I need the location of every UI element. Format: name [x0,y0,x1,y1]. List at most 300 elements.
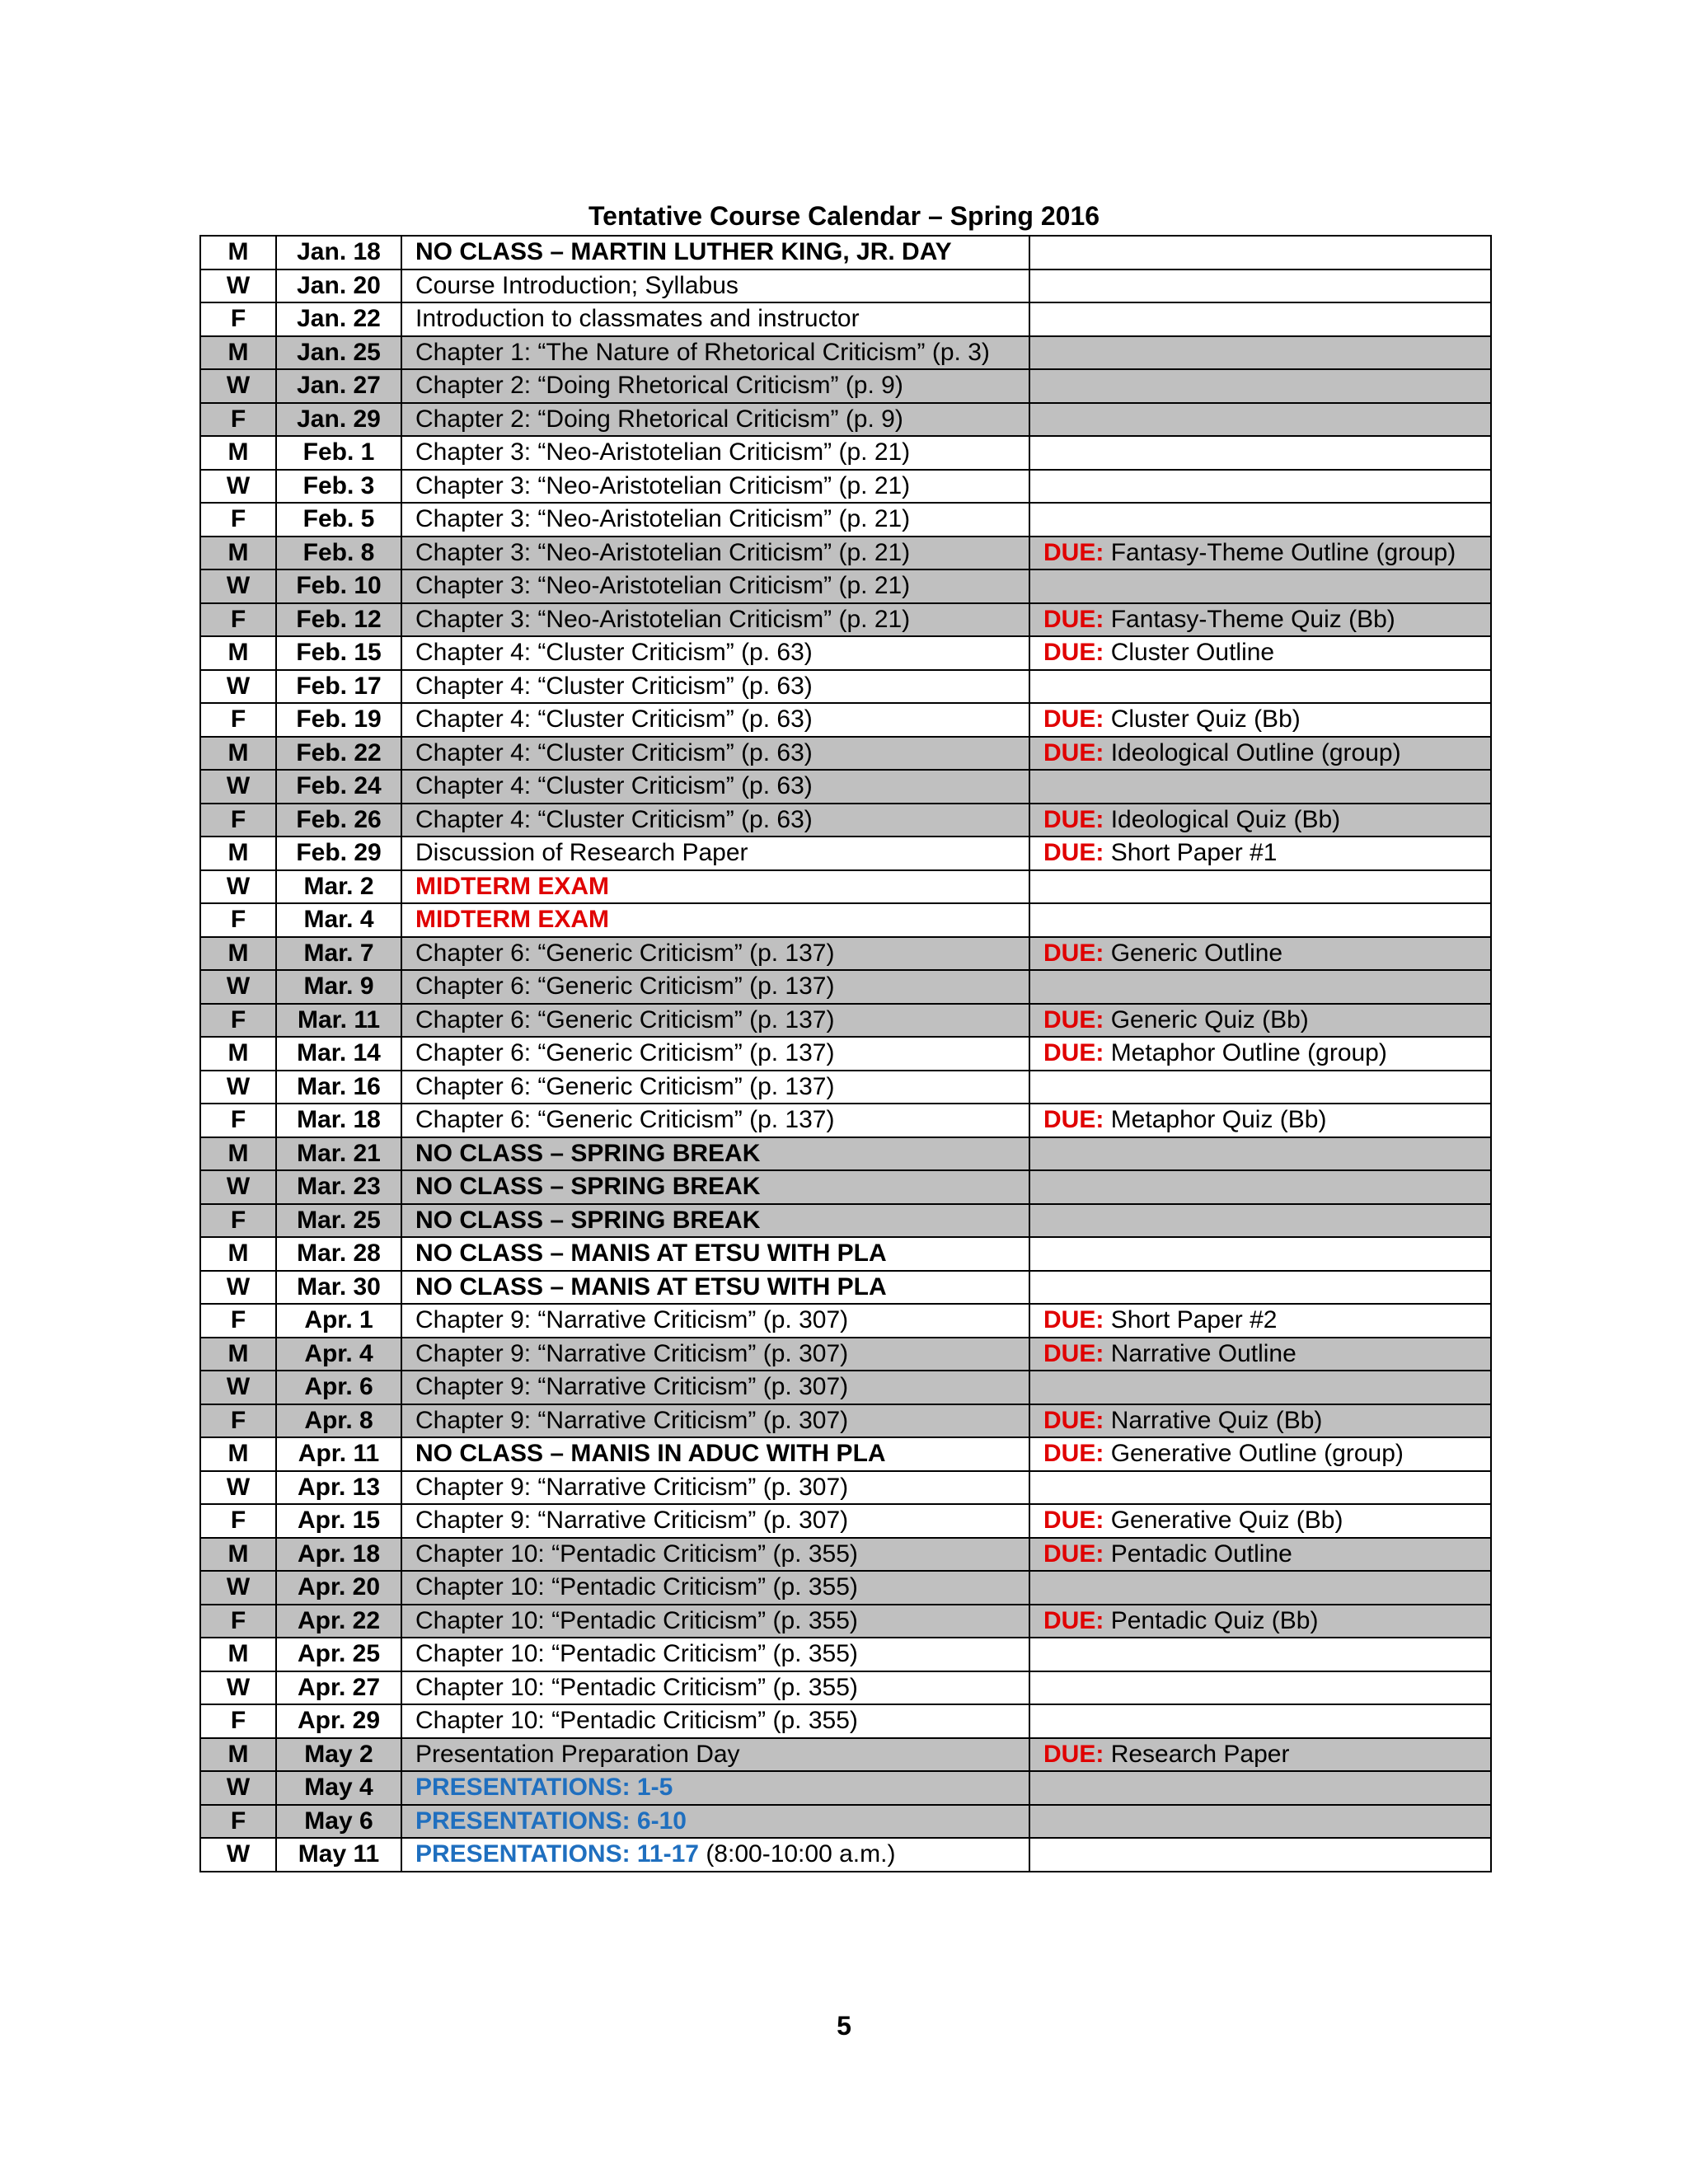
topic-text: Chapter 6: “Generic Criticism” (p. 137) [415,1039,835,1067]
day-cell: F [200,503,276,537]
due-cell [1029,1805,1491,1839]
day-cell: M [200,1338,276,1371]
calendar-row [200,1771,1491,1805]
due-cell [1029,1271,1491,1305]
due-cell [1029,1605,1491,1638]
topic-text: Chapter 3: “Neo-Aristotelian Criticism” (p. 21) [415,572,911,600]
topic-text: PRESENTATIONS: 11-17 [415,1840,699,1868]
date-cell: Mar. 4 [276,903,401,937]
topic-cell [401,870,1029,904]
due-label: DUE: [1043,1507,1104,1535]
due-cell [1029,1704,1491,1738]
topic-cell [401,1605,1029,1638]
due-cell [1029,569,1491,603]
due-cell [1029,369,1491,403]
due-cell [1029,1204,1491,1238]
date-cell: Feb. 15 [276,636,401,670]
due-label: DUE: [1043,738,1104,766]
topic-cell [401,1471,1029,1505]
calendar-row [200,269,1491,303]
calendar-row [200,804,1491,837]
topic-cell [401,1204,1029,1238]
topic-cell [401,1504,1029,1538]
day-cell: W [200,569,276,603]
topic-text: Chapter 4: “Cluster Criticism” (p. 63) [415,772,813,800]
due-label: DUE: [1043,705,1104,733]
due-item: Fantasy-Theme Outline (group) [1110,538,1456,566]
date-cell: Feb. 17 [276,670,401,704]
date-cell: Mar. 16 [276,1071,401,1104]
due-item: Research Paper [1110,1740,1290,1768]
topic-text: Chapter 3: “Neo-Aristotelian Criticism” (p. 21) [415,538,911,566]
day-cell: W [200,470,276,504]
date-cell: Apr. 25 [276,1638,401,1671]
due-cell [1029,770,1491,804]
date-cell: Mar. 7 [276,937,401,971]
calendar-row [200,1004,1491,1038]
due-cell [1029,436,1491,470]
calendar-row [200,1704,1491,1738]
due-item: Short Paper #2 [1110,1306,1278,1334]
day-cell: M [200,1137,276,1171]
topic-cell [401,369,1029,403]
date-cell: Feb. 26 [276,804,401,837]
date-cell: Jan. 18 [276,236,401,269]
due-item: Generic Outline [1110,939,1283,967]
topic-cell [401,269,1029,303]
calendar-row [200,1137,1491,1171]
day-cell: W [200,1071,276,1104]
topic-text: Chapter 6: “Generic Criticism” (p. 137) [415,939,835,967]
due-label: DUE: [1043,639,1104,667]
due-cell [1029,1671,1491,1705]
date-cell: May 6 [276,1805,401,1839]
calendar-row [200,1104,1491,1137]
calendar-row [200,1437,1491,1471]
calendar-title: Tentative Course Calendar – Spring 2016 [588,201,1100,231]
day-cell: W [200,269,276,303]
topic-cell [401,1104,1029,1137]
topic-text: Chapter 4: “Cluster Criticism” (p. 63) [415,672,813,700]
topic-text: Chapter 4: “Cluster Criticism” (p. 63) [415,805,813,833]
date-cell: May 2 [276,1738,401,1772]
date-cell: Jan. 22 [276,302,401,336]
due-cell [1029,1437,1491,1471]
topic-cell [401,470,1029,504]
due-cell [1029,970,1491,1004]
topic-text: Discussion of Research Paper [415,839,748,867]
topic-text: Chapter 10: “Pentadic Criticism” (p. 355) [415,1606,858,1634]
due-cell [1029,1838,1491,1872]
topic-cell [401,1638,1029,1671]
day-cell: F [200,1104,276,1137]
calendar-row [200,369,1491,403]
due-item: Narrative Quiz (Bb) [1110,1406,1323,1434]
date-cell: Apr. 29 [276,1704,401,1738]
date-cell: Feb. 24 [276,770,401,804]
topic-cell [401,903,1029,937]
due-cell [1029,503,1491,537]
topic-text: Chapter 3: “Neo-Aristotelian Criticism” (p. 21) [415,605,911,633]
calendar-row [200,236,1491,269]
date-cell: Mar. 11 [276,1004,401,1038]
calendar-row [200,1605,1491,1638]
topic-text: Chapter 10: “Pentadic Criticism” (p. 355) [415,1540,858,1568]
day-cell: F [200,1204,276,1238]
topic-cell [401,1805,1029,1839]
topic-cell [401,703,1029,737]
date-cell: Apr. 13 [276,1471,401,1505]
due-cell [1029,737,1491,771]
topic-cell [401,670,1029,704]
calendar-row [200,1271,1491,1305]
date-cell: Apr. 18 [276,1538,401,1572]
day-cell: F [200,903,276,937]
day-cell: F [200,1504,276,1538]
due-label: DUE: [1043,605,1104,633]
calendar-row [200,537,1491,570]
due-label: DUE: [1043,939,1104,967]
topic-text: Chapter 9: “Narrative Criticism” (p. 307) [415,1306,849,1334]
topic-text: Introduction to classmates and instructor [415,305,860,333]
calendar-row [200,870,1491,904]
topic-text: Chapter 9: “Narrative Criticism” (p. 307) [415,1507,849,1535]
topic-text: Chapter 10: “Pentadic Criticism” (p. 355) [415,1640,858,1668]
due-cell [1029,302,1491,336]
date-cell: Mar. 21 [276,1137,401,1171]
topic-text: Chapter 10: “Pentadic Criticism” (p. 355) [415,1673,858,1701]
due-cell [1029,1571,1491,1605]
day-cell: M [200,636,276,670]
due-cell [1029,903,1491,937]
day-cell: W [200,670,276,704]
calendar-row [200,1170,1491,1204]
day-cell: W [200,1838,276,1872]
calendar-row [200,1371,1491,1404]
topic-text: Chapter 3: “Neo-Aristotelian Criticism” (p. 21) [415,505,911,533]
due-label: DUE: [1043,1306,1104,1334]
topic-text: Chapter 3: “Neo-Aristotelian Criticism” (p. 21) [415,438,911,466]
calendar-row [200,1838,1491,1872]
date-cell: Jan. 25 [276,336,401,370]
topic-cell [401,770,1029,804]
due-cell [1029,1137,1491,1171]
due-item: Cluster Outline [1110,639,1275,667]
calendar-row [200,1404,1491,1438]
day-cell: F [200,403,276,437]
day-cell: F [200,804,276,837]
topic-text: Chapter 4: “Cluster Criticism” (p. 63) [415,738,813,766]
topic-cell [401,1071,1029,1104]
topic-text: Chapter 6: “Generic Criticism” (p. 137) [415,1072,835,1100]
topic-cell [401,1838,1029,1872]
due-label: DUE: [1043,1440,1104,1468]
topic-text: NO CLASS – MANIS IN ADUC WITH PLA [415,1440,886,1468]
date-cell: Mar. 25 [276,1204,401,1238]
day-cell: F [200,302,276,336]
day-cell: F [200,1605,276,1638]
topic-cell [401,1437,1029,1471]
date-cell: Jan. 20 [276,269,401,303]
due-item: Generative Outline (group) [1110,1440,1404,1468]
topic-text: Chapter 10: “Pentadic Criticism” (p. 355) [415,1707,858,1735]
topic-cell [401,403,1029,437]
calendar-row [200,837,1491,870]
date-cell: Mar. 23 [276,1170,401,1204]
topic-cell [401,302,1029,336]
due-cell [1029,1638,1491,1671]
topic-cell [401,1237,1029,1271]
date-cell: Apr. 15 [276,1504,401,1538]
topic-cell [401,1771,1029,1805]
day-cell: M [200,336,276,370]
day-cell: M [200,1437,276,1471]
due-cell [1029,1170,1491,1204]
calendar-row [200,937,1491,971]
topic-cell [401,837,1029,870]
day-cell: M [200,1237,276,1271]
day-cell: W [200,1471,276,1505]
day-cell: M [200,937,276,971]
topic-text: Chapter 9: “Narrative Criticism” (p. 307) [415,1473,849,1501]
day-cell: F [200,1404,276,1438]
day-cell: W [200,970,276,1004]
topic-cell [401,1404,1029,1438]
due-cell [1029,670,1491,704]
topic-cell [401,1304,1029,1338]
calendar-body [200,236,1491,1872]
topic-text: Chapter 6: “Generic Criticism” (p. 137) [415,972,835,1001]
date-cell: Feb. 22 [276,737,401,771]
course-calendar-table [199,235,1492,1872]
due-item: Ideological Quiz (Bb) [1110,805,1341,833]
calendar-row [200,903,1491,937]
calendar-row [200,770,1491,804]
due-label: DUE: [1043,805,1104,833]
due-cell [1029,1538,1491,1572]
calendar-row [200,603,1491,637]
topic-text: Course Introduction; Syllabus [415,271,738,299]
topic-cell [401,737,1029,771]
due-cell [1029,1037,1491,1071]
due-label: DUE: [1043,1039,1104,1067]
day-cell: F [200,703,276,737]
calendar-row [200,336,1491,370]
due-item: Generic Quiz (Bb) [1110,1005,1309,1033]
due-label: DUE: [1043,1005,1104,1033]
day-cell: F [200,1805,276,1839]
topic-cell [401,1671,1029,1705]
due-cell [1029,1504,1491,1538]
day-cell: W [200,1571,276,1605]
due-item: Cluster Quiz (Bb) [1110,705,1301,733]
topic-text: Chapter 2: “Doing Rhetorical Criticism” (p. 9) [415,372,903,400]
topic-cell [401,1738,1029,1772]
due-item: Short Paper #1 [1110,839,1278,867]
date-cell: Feb. 5 [276,503,401,537]
due-cell [1029,1371,1491,1404]
topic-cell [401,636,1029,670]
calendar-row [200,1237,1491,1271]
topic-text: NO CLASS – MANIS AT ETSU WITH PLA [415,1240,887,1268]
day-cell: F [200,1304,276,1338]
day-cell: M [200,236,276,269]
topic-text: Chapter 1: “The Nature of Rhetorical Criticism” (p. 3) [415,338,990,366]
topic-text: Chapter 6: “Generic Criticism” (p. 137) [415,1106,835,1134]
date-cell: Feb. 12 [276,603,401,637]
due-cell [1029,1771,1491,1805]
due-label: DUE: [1043,1406,1104,1434]
topic-text: Presentation Preparation Day [415,1740,740,1768]
due-cell [1029,603,1491,637]
topic-text: Chapter 10: “Pentadic Criticism” (p. 355) [415,1573,858,1601]
topic-text: Chapter 4: “Cluster Criticism” (p. 63) [415,705,813,733]
date-cell: Apr. 1 [276,1304,401,1338]
topic-cell [401,1004,1029,1038]
day-cell: W [200,1170,276,1204]
topic-cell [401,537,1029,570]
page-number: 5 [837,2011,851,2041]
topic-cell [401,970,1029,1004]
calendar-row [200,403,1491,437]
topic-text: NO CLASS – SPRING BREAK [415,1206,761,1234]
due-item: Metaphor Quiz (Bb) [1110,1106,1327,1134]
topic-cell [401,603,1029,637]
due-cell [1029,1237,1491,1271]
calendar-row [200,1571,1491,1605]
calendar-row [200,703,1491,737]
day-cell: M [200,737,276,771]
date-cell: Feb. 29 [276,837,401,870]
topic-text: Chapter 3: “Neo-Aristotelian Criticism” (p. 21) [415,471,911,499]
due-item: Pentadic Outline [1110,1540,1292,1568]
calendar-row [200,1471,1491,1505]
topic-text: MIDTERM EXAM [415,906,609,934]
calendar-row [200,302,1491,336]
date-cell: May 11 [276,1838,401,1872]
due-cell [1029,1404,1491,1438]
due-label: DUE: [1043,1106,1104,1134]
calendar-row [200,1638,1491,1671]
date-cell: Apr. 22 [276,1605,401,1638]
date-cell: Apr. 27 [276,1671,401,1705]
date-cell: Apr. 4 [276,1338,401,1371]
date-cell: Apr. 6 [276,1371,401,1404]
day-cell: W [200,1271,276,1305]
topic-text: Chapter 9: “Narrative Criticism” (p. 307) [415,1373,849,1401]
calendar-row [200,1037,1491,1071]
calendar-row [200,670,1491,704]
due-item: Generative Quiz (Bb) [1110,1507,1343,1535]
due-cell [1029,1338,1491,1371]
due-cell [1029,1304,1491,1338]
topic-cell [401,1538,1029,1572]
day-cell: M [200,537,276,570]
due-cell [1029,537,1491,570]
calendar-row [200,1805,1491,1839]
topic-cell [401,1271,1029,1305]
topic-cell [401,236,1029,269]
day-cell: W [200,1771,276,1805]
topic-text: NO CLASS – MANIS AT ETSU WITH PLA [415,1272,887,1301]
topic-cell [401,436,1029,470]
date-cell: May 4 [276,1771,401,1805]
topic-text: Chapter 2: “Doing Rhetorical Criticism” (p. 9) [415,405,903,433]
topic-cell [401,1371,1029,1404]
due-label: DUE: [1043,1339,1104,1367]
topic-text: PRESENTATIONS: 1-5 [415,1774,673,1802]
date-cell: Mar. 28 [276,1237,401,1271]
due-label: DUE: [1043,1540,1104,1568]
date-cell: Apr. 11 [276,1437,401,1471]
day-cell: W [200,870,276,904]
topic-text: Chapter 9: “Narrative Criticism” (p. 307) [415,1339,849,1367]
due-cell [1029,1471,1491,1505]
day-cell: M [200,1037,276,1071]
topic-time-note: (8:00-10:00 a.m.) [698,1840,896,1868]
due-cell [1029,1738,1491,1772]
calendar-row [200,970,1491,1004]
calendar-row [200,470,1491,504]
calendar-row [200,636,1491,670]
due-item: Fantasy-Theme Quiz (Bb) [1110,605,1395,633]
due-cell [1029,636,1491,670]
topic-cell [401,503,1029,537]
topic-text: Chapter 6: “Generic Criticism” (p. 137) [415,1005,835,1033]
day-cell: M [200,1738,276,1772]
due-cell [1029,1104,1491,1137]
topic-cell [401,1704,1029,1738]
due-cell [1029,703,1491,737]
calendar-row [200,1671,1491,1705]
due-item: Metaphor Outline (group) [1110,1039,1387,1067]
calendar-row [200,503,1491,537]
date-cell: Apr. 20 [276,1571,401,1605]
topic-cell [401,1170,1029,1204]
topic-cell [401,1571,1029,1605]
due-label: DUE: [1043,839,1104,867]
due-cell [1029,1071,1491,1104]
day-cell: M [200,436,276,470]
calendar-row [200,737,1491,771]
day-cell: F [200,1704,276,1738]
topic-cell [401,336,1029,370]
due-cell [1029,336,1491,370]
due-item: Pentadic Quiz (Bb) [1110,1606,1319,1634]
date-cell: Feb. 1 [276,436,401,470]
due-item: Narrative Outline [1110,1339,1296,1367]
calendar-row [200,1304,1491,1338]
date-cell: Feb. 8 [276,537,401,570]
topic-cell [401,1037,1029,1071]
topic-text: Chapter 9: “Narrative Criticism” (p. 307) [415,1406,849,1434]
day-cell: M [200,837,276,870]
calendar-row [200,1204,1491,1238]
day-cell: W [200,1371,276,1404]
due-cell [1029,1004,1491,1038]
due-item: Ideological Outline (group) [1110,738,1401,766]
day-cell: W [200,369,276,403]
day-cell: F [200,1004,276,1038]
day-cell: W [200,1671,276,1705]
date-cell: Feb. 10 [276,569,401,603]
date-cell: Mar. 2 [276,870,401,904]
due-label: DUE: [1043,1606,1104,1634]
date-cell: Jan. 27 [276,369,401,403]
topic-cell [401,937,1029,971]
topic-cell [401,1338,1029,1371]
topic-text: MIDTERM EXAM [415,872,609,900]
